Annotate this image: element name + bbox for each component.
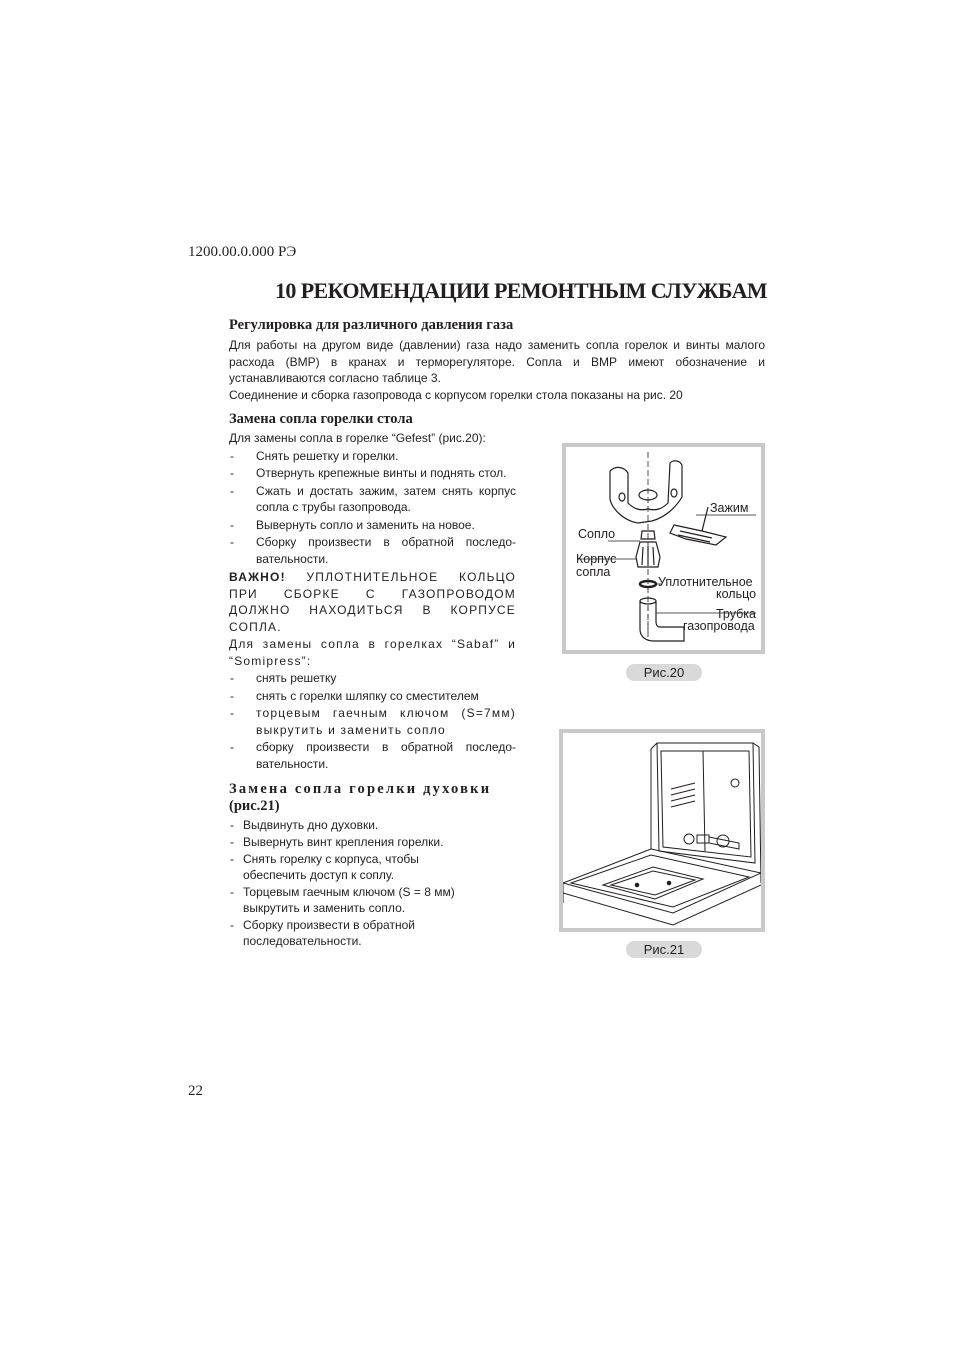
figure-20 (562, 443, 765, 654)
figure-21 (559, 729, 765, 932)
list-item: - Сборку произвести в обратной последо-вательности. (229, 534, 516, 567)
list-item: - Снять решетку и горелки. (229, 448, 516, 465)
paragraph: Соединение и сборка газопровода с корпусом горелки стола показаны на рис. 20 (229, 387, 683, 402)
list-item: - Сборку произвести в обратной последовательности. (229, 917, 443, 949)
important-label: ВАЖНО! (229, 570, 286, 584)
label-nozzle-body-1: Корпус (576, 552, 617, 566)
section-oven-burner-nozzle (229, 781, 519, 950)
oven-bottom-drawing (563, 733, 761, 928)
important-note (229, 569, 516, 635)
list-item: - Отвернуть крепежные винты и поднять стол. (229, 465, 516, 482)
list-item: - торцевым гаечным ключом (S=7мм) выкрутить и заменить сопло (229, 705, 516, 738)
list-item: - Снять горелку с корпуса, чтобы обеспечить доступ к соплу. (229, 851, 443, 883)
list-item: - Выдвинуть дно духовки. (229, 817, 519, 833)
page-number: 22 (188, 1083, 203, 1099)
intro-text: Для замены сопла в горелках “Sabaf” и “Somipress”: (229, 637, 516, 668)
figure-20-caption: Рис.20 (626, 664, 702, 681)
steps-list (229, 670, 516, 772)
page-title: 10 РЕКОМЕНДАЦИИ РЕМОНТНЫМ СЛУЖБАМ (275, 278, 768, 303)
list-item: - снять с горелки шляпку со сместителем (229, 688, 516, 705)
intro-text: Для замены сопла в горелке “Gefest” (рис.20): (229, 431, 486, 445)
steps-list (229, 817, 519, 949)
section-heading: Замена сопла горелки духовки (229, 781, 492, 797)
important-text: УПЛОТНИТЕЛЬНОЕ КОЛЬЦО ПРИ СБОРКЕ С ГАЗОПРОВОДОМ ДОЛЖНО НАХОДИТЬСЯ В КОРПУСЕ СОПЛА. (229, 570, 516, 634)
section-gas-pressure (229, 317, 765, 403)
list-item: - Вывернуть сопло и заменить на новое. (229, 517, 516, 534)
label-sealing-ring-2: кольцо (716, 587, 757, 601)
label-gas-tube-1: Трубка (716, 607, 756, 621)
section-heading: Регулировка для различного давления газа (229, 317, 514, 333)
label-clamp: Зажим (710, 501, 749, 515)
list-item: - Торцевым гаечным ключом (S = 8 мм) выкрутить и заменить сопло. (229, 884, 483, 916)
section-table-burner-nozzle (229, 411, 516, 773)
label-gas-tube-2: газопровода (683, 619, 755, 633)
list-item: - снять решетку (229, 670, 516, 687)
label-nozzle: Сопло (578, 527, 616, 541)
list-item: - Сжать и достать зажим, затем снять корпус сопла с трубы газопровода. (229, 483, 516, 516)
list-item: - сборку произвести в обратной последо-вательности. (229, 739, 516, 772)
section-heading-line2: (рис.21) (229, 798, 280, 814)
label-nozzle-body-2: сопла (576, 565, 611, 579)
list-item: - Вывернуть винт крепления горелки. (229, 834, 519, 850)
document-code: 1200.00.0.000 РЭ (188, 244, 297, 260)
label-sealing-ring-1: Уплотнительное (658, 575, 753, 589)
steps-list (229, 448, 516, 568)
section-heading: Замена сопла горелки стола (229, 411, 413, 427)
paragraph: Для работы на другом виде (давлении) газа надо заменить сопла горелок и винты малого расхода (ВМР) в кранах и терморегуляторе. Сопла и ВМР имеют обозначение и устанавливаются согласно таблице 3. (229, 338, 765, 385)
figure-21-caption: Рис.21 (626, 941, 702, 958)
